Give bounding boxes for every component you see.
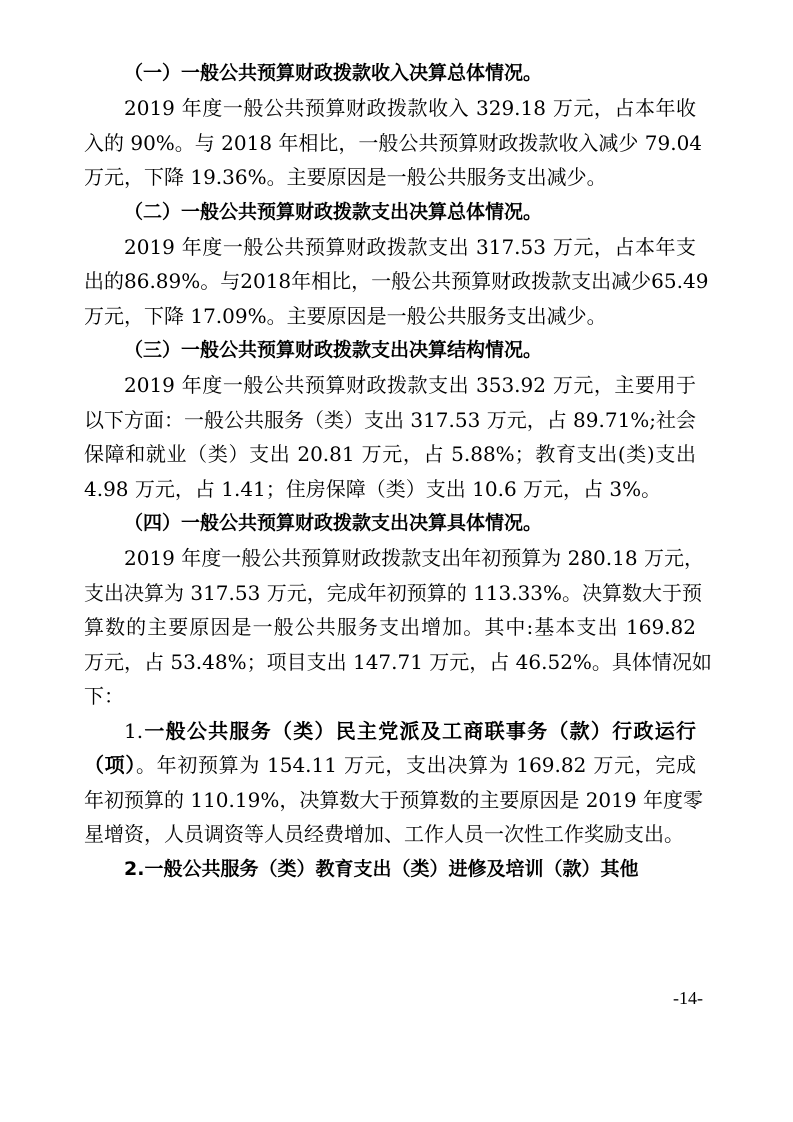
item-1-line-3: 年初预算的 110.19%，决算数大于预算数的主要原因是 2019 年度零 — [84, 787, 703, 812]
section-heading-3: （三）一般公共预算财政拨款支出决算结构情况。 — [124, 339, 543, 361]
paragraph-line: 出的86.89%。与2018年相比，一般公共预算财政拨款支出减少65.49 — [84, 269, 709, 293]
item-title: 一般公共服务（类）民主党派及工商联事务（款）行政运行 — [143, 718, 696, 743]
paragraph-line: 算数的主要原因是一般公共服务支出增加。其中:基本支出 169.82 — [84, 615, 696, 639]
item-2-line-1: 2.一般公共服务（类）教育支出（类）进修及培训（款）其他 — [124, 857, 639, 880]
item-number: 1. — [124, 718, 144, 743]
section-heading-2: （二）一般公共预算财政拨款支出决算总体情况。 — [124, 200, 543, 223]
page-number: -14- — [673, 988, 703, 1008]
document-page — [84, 56, 712, 887]
paragraph-line: 保障和就业（类）支出 20.81 万元，占 5.88%；教育支出(类)支出 — [84, 442, 696, 466]
item-1-line-2 — [84, 748, 696, 783]
paragraph-line: 2019 年度一般公共预算财政拨款收入 329.18 万元，占本年收 — [124, 96, 696, 120]
paragraph-line: 2019 年度一般公共预算财政拨款支出 317.53 万元，占本年支 — [124, 234, 696, 259]
paragraph-line: 2019 年度一般公共预算财政拨款支出年初预算为 280.18 万元， — [124, 546, 704, 570]
paragraph-line: 万元，下降 17.09%。主要原因是一般公共服务支出减少。 — [84, 303, 607, 328]
paragraph-line: 支出决算为 317.53 万元，完成年初预算的 113.33%。决算数大于预 — [84, 580, 703, 605]
paragraph-line: 入的 90%。与 2018 年相比，一般公共预算财政拨款收入减少 79.04 — [84, 130, 703, 155]
paragraph-line: 4.98 万元，占 1.41；住房保障（类）支出 10.6 万元，占 3%。 — [84, 476, 662, 501]
section-heading-1: （一）一般公共预算财政拨款收入决算总体情况。 — [124, 62, 543, 84]
paragraph-line: 万元，占 53.48%；项目支出 147.71 万元，占 46.52%。具体情况如 — [84, 649, 712, 674]
section-heading-4: （四）一般公共预算财政拨款支出决算具体情况。 — [124, 512, 543, 534]
paragraph-line: 下： — [84, 684, 124, 708]
paragraph-line: 以下方面：一般公共服务（类）支出 317.53 万元，占 89.71%;社会 — [84, 407, 697, 432]
item-1-line-4: 星增资，人员调资等人员经费增加、工作人员一次性工作奖励支出。 — [84, 822, 684, 846]
item-title-cont: （项） — [84, 753, 136, 777]
item-text: 。年初预算为 154.11 万元，支出决算为 169.82 万元，完成 — [136, 753, 697, 777]
paragraph-line: 万元，下降 19.36%。主要原因是一般公共服务支出减少。 — [84, 165, 607, 189]
paragraph-line: 2019 年度一般公共预算财政拨款支出 353.92 万元，主要用于 — [124, 373, 696, 397]
item-1-line-1 — [84, 714, 696, 749]
